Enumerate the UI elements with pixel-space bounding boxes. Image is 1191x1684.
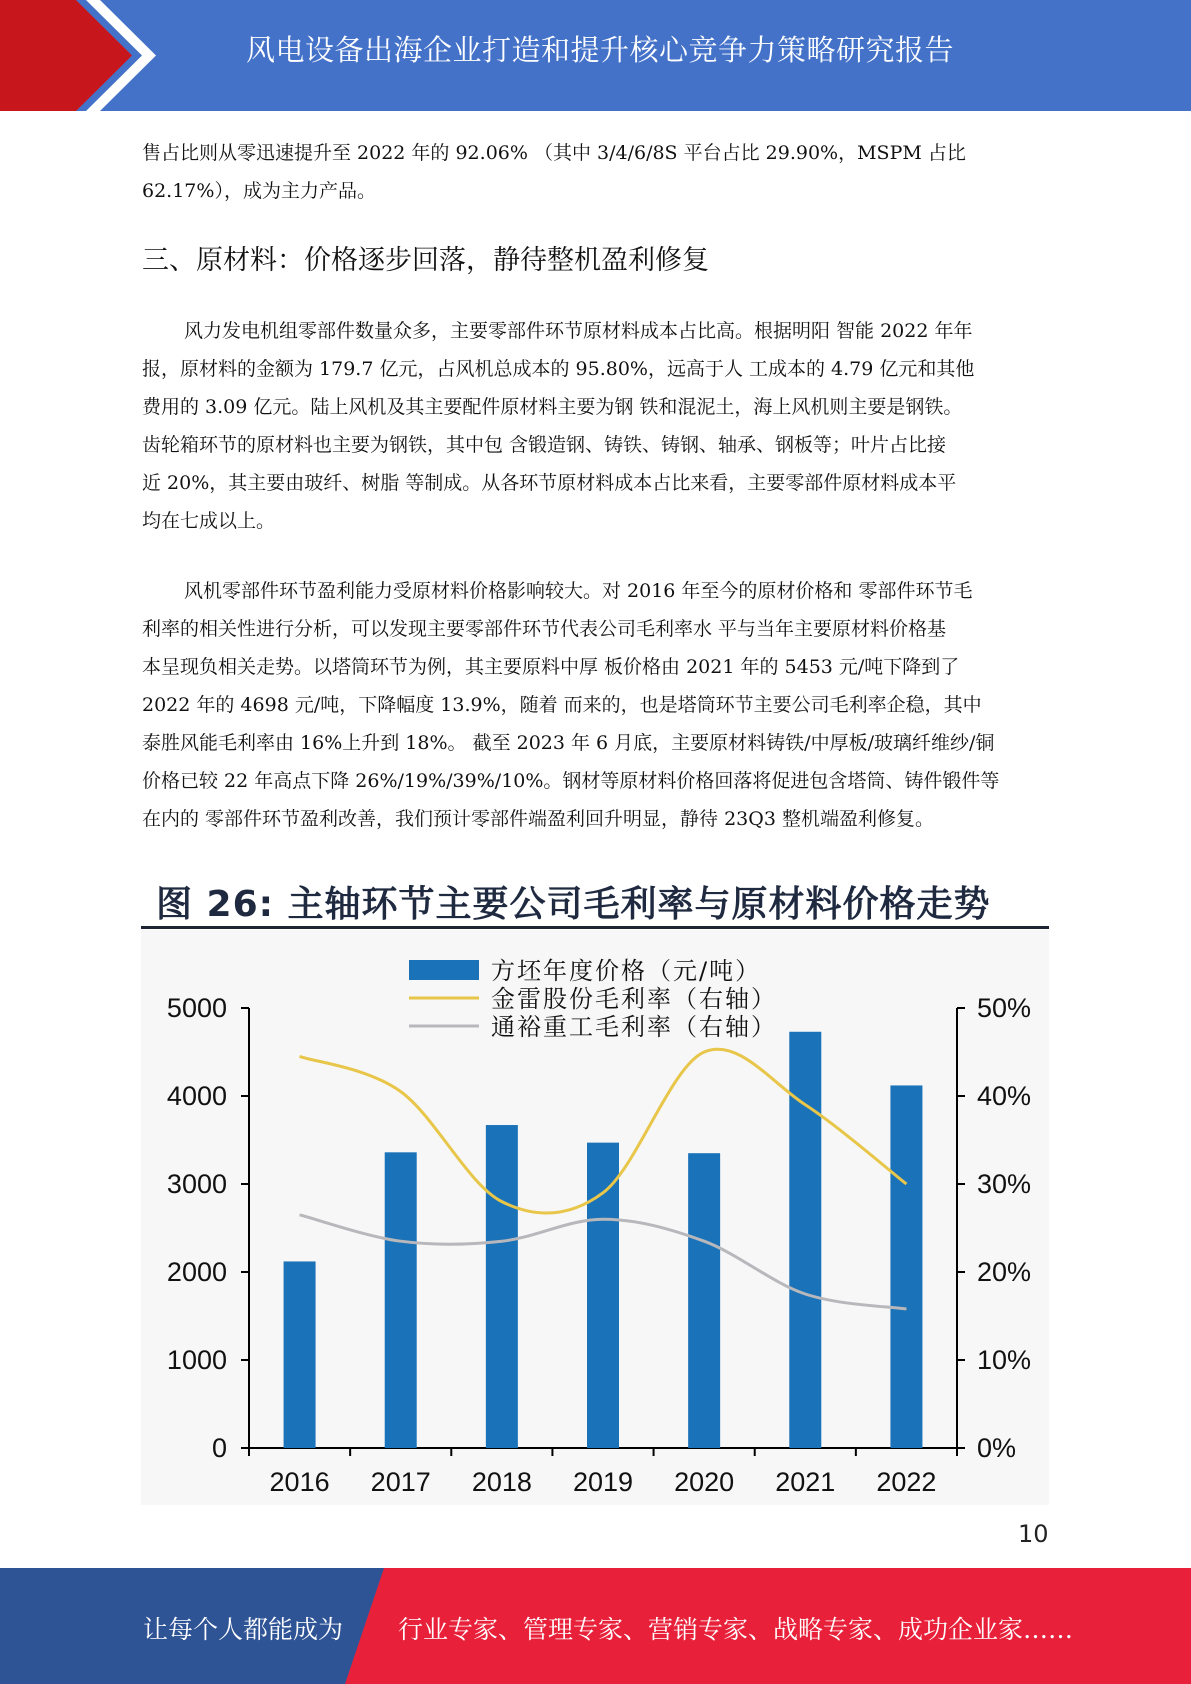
page-number: 10 xyxy=(1018,1520,1049,1548)
text-line: 2022 年的 4698 元/吨，下降幅度 13.9%，随着 而来的，也是塔筒环节主要公司毛利率企稳，其中 xyxy=(142,694,982,716)
bar-2017 xyxy=(385,1152,417,1448)
text-line: 齿轮箱环节的原材料也主要为钢铁，其中包 含锻造钢、铸铁、铸钢、轴承、钢板等；叶片占比接 xyxy=(142,434,947,456)
paragraph-raw-materials xyxy=(142,312,1052,540)
x-tick-label: 2020 xyxy=(674,1467,735,1497)
right-tick-label: 0% xyxy=(977,1433,1017,1463)
combo-chart xyxy=(141,930,1049,1505)
right-tick-label: 40% xyxy=(977,1081,1032,1111)
left-tick-label: 4000 xyxy=(166,1081,227,1111)
footer-slogan-right: 行业专家、管理专家、营销专家、战略专家、成功企业家…… xyxy=(398,1615,1074,1644)
bar-2018 xyxy=(486,1125,518,1448)
x-tick-label: 2022 xyxy=(876,1467,937,1497)
text-line: 报，原材料的金额为 179.7 亿元，占风机总成本的 95.80%，远高于人 工成本的 4.79 亿元和其他 xyxy=(142,358,975,380)
legend-label: 金雷股份毛利率（右轴） xyxy=(491,985,777,1013)
footer-slogan-left: 让每个人都能成为 xyxy=(143,1615,344,1644)
right-tick-label: 20% xyxy=(977,1257,1032,1287)
left-tick-label: 2000 xyxy=(166,1257,227,1287)
text-line: 本呈现负相关走势。以塔筒环节为例，其主要原料中厚 板价格由 2021 年的 5453 元/吨下降到了 xyxy=(142,656,960,678)
right-tick-label: 50% xyxy=(977,993,1032,1023)
left-tick-label: 0 xyxy=(211,1433,227,1463)
figure-title-rule xyxy=(141,926,1049,929)
page-footer xyxy=(0,1568,1191,1684)
text-line: 费用的 3.09 亿元。陆上风机及其主要配件原材料主要为钢 铁和混泥土，海上风机则主要是钢铁。 xyxy=(142,396,963,418)
figure-title: 图 26: 主轴环节主要公司毛利率与原材料价格走势 xyxy=(156,884,991,925)
chart-area xyxy=(141,930,1049,1505)
report-title: 风电设备出海企业打造和提升核心竞争力策略研究报告 xyxy=(246,33,955,67)
left-tick-label: 1000 xyxy=(166,1345,227,1375)
x-tick-label: 2019 xyxy=(572,1467,634,1497)
text-line: 近 20%，其主要由玻纤、树脂 等制成。从各环节原材料成本占比来看，主要零部件原材料成本平 xyxy=(142,472,957,494)
text-line: 风机零部件环节盈利能力受原材料价格影响较大。对 2016 年至今的原材价格和 零部件环节毛 xyxy=(184,580,973,602)
x-tick-label: 2016 xyxy=(269,1467,330,1497)
intro-paragraph xyxy=(142,134,1052,210)
text-line: 价格已较 22 年高点下降 26%/19%/39%/10%。钢材等原材料价格回落将促进包含塔筒、铸件锻件等 xyxy=(142,770,1000,792)
bar-2022 xyxy=(890,1085,922,1448)
bar-2020 xyxy=(688,1153,720,1448)
x-tick-label: 2021 xyxy=(775,1467,836,1497)
bar-2021 xyxy=(789,1032,821,1448)
text-line: 均在七成以上。 xyxy=(142,510,276,532)
legend-swatch-bar xyxy=(409,960,479,980)
x-tick-label: 2018 xyxy=(471,1467,532,1497)
text-line: 在内的 零部件环节盈利改善，我们预计零部件端盈利回升明显，静待 23Q3 整机端盈利修复。 xyxy=(142,808,934,830)
legend-label: 方坯年度价格（元/吨） xyxy=(491,957,762,985)
right-tick-label: 10% xyxy=(977,1345,1032,1375)
section-heading: 三、原材料：价格逐步回落，静待整机盈利修复 xyxy=(142,245,709,276)
red-chevron-decoration xyxy=(0,0,160,111)
x-tick-label: 2017 xyxy=(370,1467,431,1497)
text-line: 62.17%），成为主力产品。 xyxy=(142,180,376,202)
paragraph-profitability xyxy=(142,572,1052,838)
left-tick-label: 3000 xyxy=(166,1169,227,1199)
bar-2019 xyxy=(587,1143,619,1448)
bar-2016 xyxy=(284,1261,316,1448)
text-line: 售占比则从零迅速提升至 2022 年的 92.06% （其中 3/4/6/8S 平台占比 29.90%，MSPM 占比 xyxy=(142,142,966,164)
text-line: 利率的相关性进行分析，可以发现主要零部件环节代表公司毛利率水 平与当年主要原材料价格基 xyxy=(142,618,947,640)
right-tick-label: 30% xyxy=(977,1169,1032,1199)
legend-label: 通裕重工毛利率（右轴） xyxy=(491,1013,777,1041)
text-line: 风力发电机组零部件数量众多，主要零部件环节原材料成本占比高。根据明阳 智能 2022 年年 xyxy=(184,320,973,342)
text-line: 泰胜风能毛利率由 16%上升到 18%。 截至 2023 年 6 月底，主要原材料铸铁/中厚板/玻璃纤维纱/铜 xyxy=(142,732,995,754)
page-header xyxy=(0,0,1191,111)
left-tick-label: 5000 xyxy=(166,993,227,1023)
